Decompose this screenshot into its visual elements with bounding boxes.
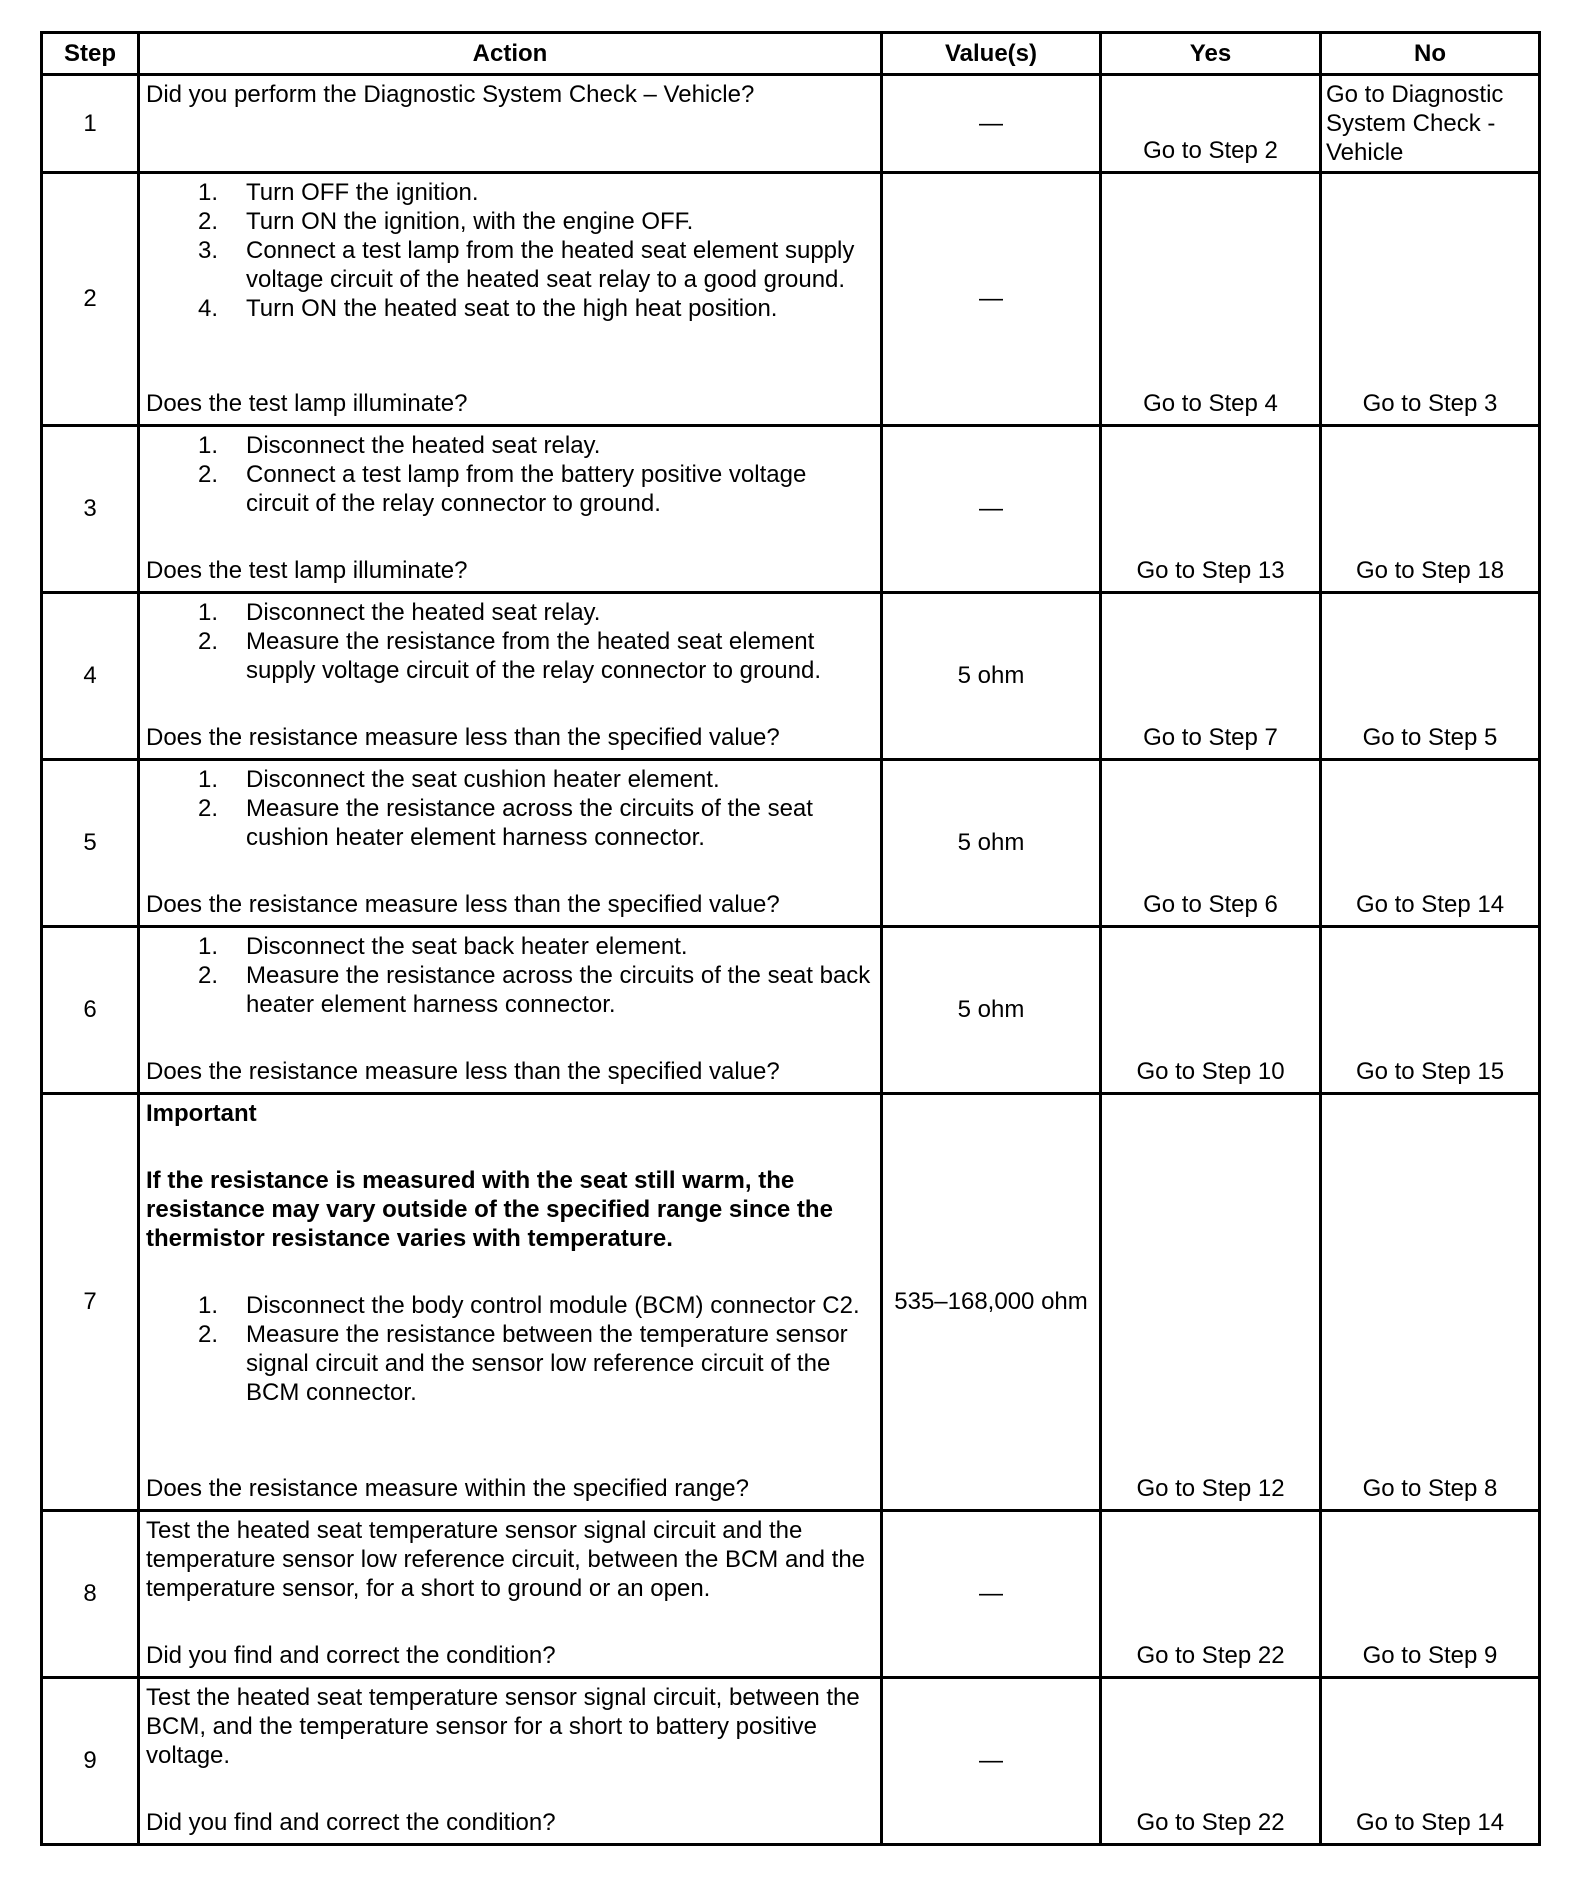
table-row bbox=[42, 1511, 1540, 1678]
action-question: Does the resistance measure within the specified range? bbox=[146, 1475, 749, 1502]
action-cell bbox=[139, 1094, 882, 1511]
yes-cell: Go to Step 22 bbox=[1101, 1678, 1321, 1845]
action-question: Does the test lamp illuminate? bbox=[146, 390, 468, 417]
action-question: Does the resistance measure less than the specified value? bbox=[146, 724, 780, 751]
list-item: 4. Turn ON the heated seat to the high heat position. bbox=[198, 295, 778, 322]
action-cell bbox=[139, 426, 882, 593]
action-steps bbox=[146, 598, 874, 685]
no-cell: Go to Step 14 bbox=[1321, 760, 1540, 927]
header-no: No bbox=[1321, 33, 1540, 75]
yes-cell: Go to Step 6 bbox=[1101, 760, 1321, 927]
list-item: 3. Connect a test lamp from the heated seat element supply voltage circuit of the heated seat relay to a good ground. bbox=[198, 237, 855, 293]
table-row bbox=[42, 1094, 1540, 1511]
step-number: 3 bbox=[42, 426, 139, 593]
value-cell: 5 ohm bbox=[882, 593, 1101, 760]
list-item: 1. Disconnect the body control module (BCM) connector C2. bbox=[198, 1292, 860, 1319]
no-cell: Go to Step 18 bbox=[1321, 426, 1540, 593]
value-cell: 5 ohm bbox=[882, 927, 1101, 1094]
yes-cell: Go to Step 10 bbox=[1101, 927, 1321, 1094]
action-steps bbox=[146, 765, 874, 852]
no-cell: Go to Step 14 bbox=[1321, 1678, 1540, 1845]
important-text: If the resistance is measured with the seat still warm, the resistance may vary outside of the specified range since the thermistor resistance varies with temperature. bbox=[146, 1167, 833, 1252]
no-cell: Go to Step 9 bbox=[1321, 1511, 1540, 1678]
action-text: Test the heated seat temperature sensor signal circuit, between the BCM, and the temperature sensor for a short to battery positive voltage. bbox=[146, 1684, 860, 1769]
no-cell: Go to Step 15 bbox=[1321, 927, 1540, 1094]
value-cell: — bbox=[882, 1678, 1101, 1845]
yes-cell: Go to Step 7 bbox=[1101, 593, 1321, 760]
action-question: Does the resistance measure less than the specified value? bbox=[146, 1058, 780, 1085]
action-steps bbox=[146, 431, 874, 518]
list-item: 2. Measure the resistance across the circuits of the seat cushion heater element harness connector. bbox=[198, 795, 813, 851]
no-cell: Go to Diagnostic System Check - Vehicle bbox=[1321, 75, 1540, 173]
action-cell bbox=[139, 760, 882, 927]
step-number: 6 bbox=[42, 927, 139, 1094]
table-row bbox=[42, 760, 1540, 927]
yes-cell: Go to Step 13 bbox=[1101, 426, 1321, 593]
table-row bbox=[42, 426, 1540, 593]
action-cell bbox=[139, 1678, 882, 1845]
no-cell: Go to Step 8 bbox=[1321, 1094, 1540, 1511]
action-cell bbox=[139, 75, 882, 173]
header-values: Value(s) bbox=[882, 33, 1101, 75]
yes-cell: Go to Step 2 bbox=[1101, 75, 1321, 173]
step-number: 7 bbox=[42, 1094, 139, 1511]
action-question: Did you find and correct the condition? bbox=[146, 1809, 556, 1836]
action-cell bbox=[139, 927, 882, 1094]
value-cell: — bbox=[882, 426, 1101, 593]
table-row bbox=[42, 593, 1540, 760]
step-number: 5 bbox=[42, 760, 139, 927]
header-action: Action bbox=[139, 33, 882, 75]
no-cell: Go to Step 5 bbox=[1321, 593, 1540, 760]
action-steps bbox=[146, 932, 874, 1019]
action-question: Does the resistance measure less than the specified value? bbox=[146, 891, 780, 918]
header-step: Step bbox=[42, 33, 139, 75]
action-question: Did you find and correct the condition? bbox=[146, 1642, 556, 1669]
list-item: 1. Disconnect the seat cushion heater element. bbox=[198, 766, 720, 793]
action-cell bbox=[139, 593, 882, 760]
diagnostic-table bbox=[40, 31, 1541, 1846]
value-cell: — bbox=[882, 1511, 1101, 1678]
action-steps bbox=[146, 178, 874, 323]
no-cell: Go to Step 3 bbox=[1321, 173, 1540, 426]
list-item: 1. Disconnect the heated seat relay. bbox=[198, 599, 601, 626]
action-question: Does the test lamp illuminate? bbox=[146, 557, 468, 584]
important-title: Important bbox=[146, 1100, 257, 1127]
list-item: 2. Connect a test lamp from the battery positive voltage circuit of the relay connector to ground. bbox=[198, 461, 807, 517]
yes-cell: Go to Step 4 bbox=[1101, 173, 1321, 426]
step-number: 9 bbox=[42, 1678, 139, 1845]
action-text: Test the heated seat temperature sensor signal circuit and the temperature sensor low reference circuit, between the BCM and the temperature sensor, for a short to ground or an open. bbox=[146, 1517, 866, 1602]
action-cell bbox=[139, 173, 882, 426]
value-cell: — bbox=[882, 75, 1101, 173]
table-row bbox=[42, 173, 1540, 426]
list-item: 2. Measure the resistance across the circuits of the seat back heater element harness connector. bbox=[198, 962, 871, 1018]
value-cell: 5 ohm bbox=[882, 760, 1101, 927]
action-text: Did you perform the Diagnostic System Check – Vehicle? bbox=[146, 81, 755, 108]
yes-cell: Go to Step 12 bbox=[1101, 1094, 1321, 1511]
list-item: 2. Measure the resistance between the temperature sensor signal circuit and the sensor low reference circuit of the BCM connector. bbox=[198, 1321, 848, 1406]
value-cell: 535–168,000 ohm bbox=[882, 1094, 1101, 1511]
header-yes: Yes bbox=[1101, 33, 1321, 75]
step-number: 8 bbox=[42, 1511, 139, 1678]
table-row bbox=[42, 1678, 1540, 1845]
action-steps bbox=[146, 1291, 874, 1407]
action-cell bbox=[139, 1511, 882, 1678]
step-number: 2 bbox=[42, 173, 139, 426]
list-item: 1. Disconnect the seat back heater element. bbox=[198, 933, 688, 960]
table-row bbox=[42, 927, 1540, 1094]
list-item: 2. Turn ON the ignition, with the engine OFF. bbox=[198, 208, 694, 235]
table-row bbox=[42, 75, 1540, 173]
yes-cell: Go to Step 22 bbox=[1101, 1511, 1321, 1678]
list-item: 2. Measure the resistance from the heated seat element supply voltage circuit of the relay connector to ground. bbox=[198, 628, 821, 684]
step-number: 4 bbox=[42, 593, 139, 760]
value-cell: — bbox=[882, 173, 1101, 426]
step-number: 1 bbox=[42, 75, 139, 173]
list-item: 1. Turn OFF the ignition. bbox=[198, 179, 479, 206]
list-item: 1. Disconnect the heated seat relay. bbox=[198, 432, 601, 459]
header-row bbox=[42, 33, 1540, 75]
